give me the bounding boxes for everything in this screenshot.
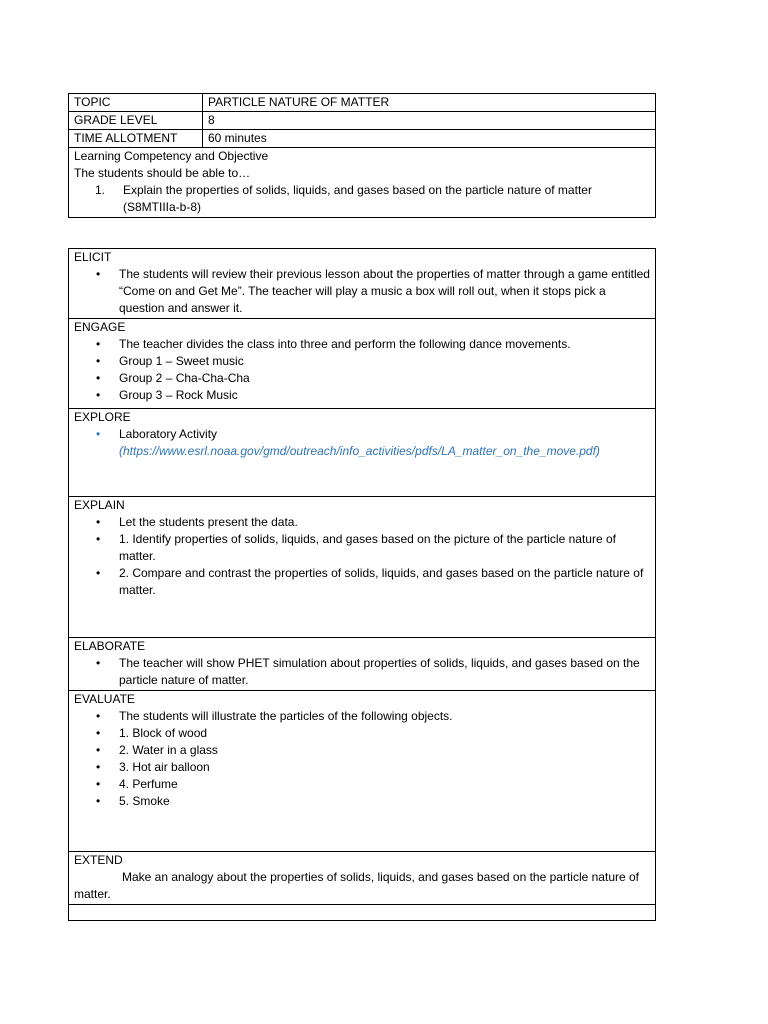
list-item: • 1. Identify properties of solids, liquids, and gases based on the picture of the particle nature of matter. xyxy=(96,532,616,563)
list-item: • 2. Compare and contrast the properties of solids, liquids, and gases based on the particle nature of matter. xyxy=(96,566,644,597)
elicit-title: ELICIT xyxy=(74,250,112,264)
evaluate-cell xyxy=(69,691,656,852)
lesson-info-table xyxy=(68,93,656,218)
time-label: TIME ALLOTMENT xyxy=(69,130,203,148)
bullet-icon: • xyxy=(96,337,101,351)
bullet-icon: • xyxy=(96,656,101,670)
topic-label: TOPIC xyxy=(69,94,203,112)
objective-code: (S8MTIIIa-b-8) xyxy=(123,200,202,214)
elaborate-list xyxy=(74,655,650,689)
explore-title: EXPLORE xyxy=(74,410,131,424)
competency-cell xyxy=(69,148,656,218)
bullet-icon: • xyxy=(96,794,101,808)
competency-intro: The students should be able to… xyxy=(74,166,251,180)
list-item: • 3. Hot air balloon xyxy=(96,760,210,774)
grade-label: GRADE LEVEL xyxy=(69,112,203,130)
objective-item xyxy=(74,182,650,199)
list-item: • Let the students present the data. xyxy=(96,515,298,529)
topic-value: PARTICLE NATURE OF MATTER xyxy=(203,94,656,112)
bullet-icon: • xyxy=(96,354,101,368)
engage-row xyxy=(69,319,656,409)
topic-row xyxy=(69,94,656,112)
evaluate-row xyxy=(69,691,656,852)
list-item: • 4. Perfume xyxy=(96,777,178,791)
bullet-icon: • xyxy=(96,267,101,281)
competency-row xyxy=(69,148,656,218)
elaborate-title: ELABORATE xyxy=(74,639,146,653)
bullet-icon: • xyxy=(96,515,101,529)
empty-row xyxy=(69,905,656,921)
extend-title: EXTEND xyxy=(74,853,123,867)
list-item: • Group 2 – Cha-Cha-Cha xyxy=(96,371,250,385)
lesson-plan-table xyxy=(68,248,656,921)
time-value: 60 minutes xyxy=(203,130,656,148)
bullet-icon: • xyxy=(96,388,101,402)
extend-cell xyxy=(69,852,656,905)
bullet-icon: • xyxy=(96,743,101,757)
bullet-icon: • xyxy=(96,532,101,546)
competency-heading: Learning Competency and Objective xyxy=(74,149,269,163)
bullet-icon: • xyxy=(96,726,101,740)
bullet-icon: • xyxy=(96,709,101,723)
elicit-cell xyxy=(69,249,656,319)
engage-cell xyxy=(69,319,656,409)
list-item: • The students will illustrate the particles of the following objects. xyxy=(96,709,453,723)
explain-list xyxy=(74,514,650,599)
list-item: • 5. Smoke xyxy=(96,794,170,808)
explore-cell xyxy=(69,409,656,497)
explain-row xyxy=(69,497,656,638)
bullet-icon: • xyxy=(96,427,101,441)
engage-list xyxy=(74,336,650,404)
time-row xyxy=(69,130,656,148)
list-item: • The students will review their previous lesson about the properties of matter through a game entitled “Come on and Get Me”. The teacher will play a music a box will roll out, when it stops pick a question and answer it. xyxy=(96,267,650,315)
bullet-icon: • xyxy=(96,760,101,774)
objective-text: Explain the properties of solids, liquids, and gases based on the particle nature of matter xyxy=(123,183,592,197)
evaluate-list xyxy=(74,708,650,810)
explain-title: EXPLAIN xyxy=(74,498,125,512)
empty-cell xyxy=(69,905,656,921)
list-item: • 2. Water in a glass xyxy=(96,743,218,757)
extend-row xyxy=(69,852,656,905)
explain-cell xyxy=(69,497,656,638)
list-item: • The teacher divides the class into three and perform the following dance movements. xyxy=(96,337,571,351)
objective-number: 1. xyxy=(95,183,106,197)
explore-row xyxy=(69,409,656,497)
list-item: • Group 3 – Rock Music xyxy=(96,388,238,402)
elaborate-cell xyxy=(69,638,656,691)
extend-text: Make an analogy about the properties of solids, liquids, and gases based on the particle nature of matter. xyxy=(74,870,640,901)
bullet-icon: • xyxy=(96,566,101,580)
grade-value: 8 xyxy=(203,112,656,130)
list-item: • 1. Block of wood xyxy=(96,726,208,740)
list-item: • The teacher will show PHET simulation about properties of solids, liquids, and gases based on the particle nature of matter. xyxy=(96,656,640,687)
evaluate-title: EVALUATE xyxy=(74,692,135,706)
engage-title: ENGAGE xyxy=(74,320,126,334)
grade-row xyxy=(69,112,656,130)
elicit-row xyxy=(69,249,656,319)
activity-link[interactable]: (https://www.esrl.noaa.gov/gmd/outreach/info_activities/pdfs/LA_matter_on_the_move.pdf) xyxy=(119,444,600,458)
bullet-icon: • xyxy=(96,777,101,791)
list-item: • Group 1 – Sweet music xyxy=(96,354,244,368)
elaborate-row xyxy=(69,638,656,691)
bullet-icon: • xyxy=(96,371,101,385)
elicit-list xyxy=(74,266,650,317)
list-item: • Laboratory Activity xyxy=(96,427,218,441)
explore-list xyxy=(74,426,650,443)
